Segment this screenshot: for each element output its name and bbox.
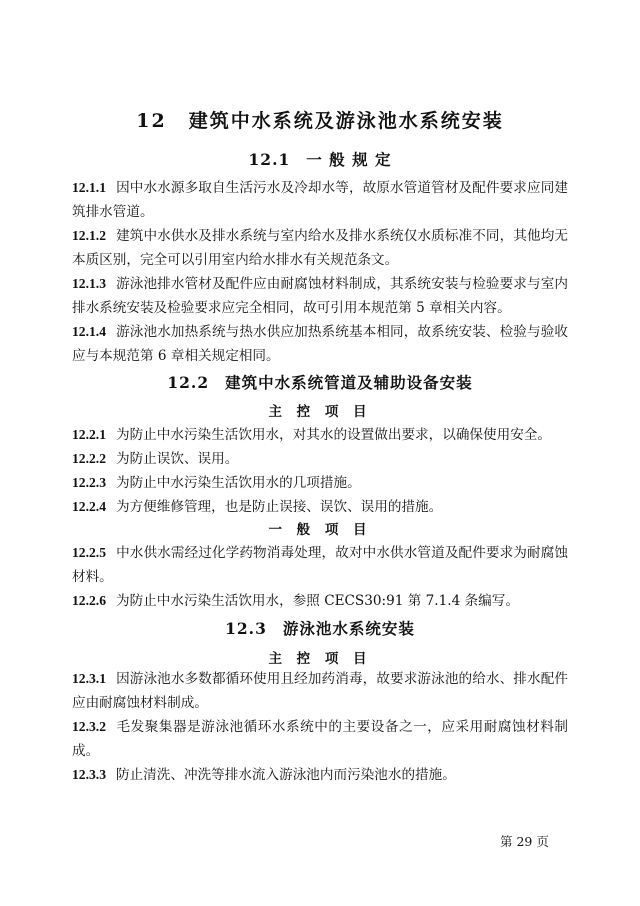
clause-number: 12.1.2: [72, 228, 106, 243]
clause-number: 12.3.2: [72, 719, 106, 734]
clause-text: 为防止中水污染生活饮用水，参照 CECS30:91 第 7.1.4 条编写。: [115, 593, 519, 609]
section-title-text: 建筑中水系统管道及辅助设备安装: [225, 373, 473, 392]
clause-12-1-4: [72, 320, 568, 368]
page-number: 第 29 页: [500, 834, 549, 849]
clause-number: 12.3.1: [72, 671, 106, 686]
subheading-main-items: 主 控 项 目: [268, 404, 372, 420]
clause-text: 游泳池水加热系统与热水供应加热系统基本相同，故系统安装、检验与验收应与本规范第 6 章相关规定相同。: [72, 324, 568, 364]
clause-12-2-2: [72, 447, 568, 471]
subheading-main-items-2: 主 控 项 目: [268, 651, 372, 667]
section-number: 12.3: [225, 619, 267, 638]
clause-number: 12.1.1: [72, 180, 106, 195]
clause-text: 因游泳池水多数都循环使用且经加药消毒，故要求游泳池的给水、排水配件应由耐腐蚀材料制成。: [72, 671, 568, 711]
section-12-3-title: [0, 617, 640, 639]
section-12-2-title: [0, 371, 640, 393]
section-number: 12.2: [167, 373, 210, 392]
clause-12-1-3: [72, 272, 568, 320]
clause-number: 12.2.3: [72, 475, 106, 490]
clause-12-2-3: [72, 471, 568, 495]
clause-12-3-3: [72, 763, 568, 787]
chapter-title: [0, 106, 640, 133]
clause-12-1-2: [72, 224, 568, 272]
clause-number: 12.1.3: [72, 276, 106, 291]
clause-text: 为防止误饮、误用。: [115, 451, 239, 467]
clause-12-3-2: [72, 715, 568, 763]
clause-12-2-4: [72, 495, 568, 519]
clause-text: 毛发聚集器是游泳池循环水系统中的主要设备之一，应采用耐腐蚀材料制成。: [72, 719, 568, 759]
clause-12-2-5: [72, 541, 568, 589]
clause-number: 12.2.6: [72, 593, 106, 608]
clause-text: 防止清洗、冲洗等排水流入游泳池内而污染池水的措施。: [115, 767, 456, 783]
clause-text: 为方便维修管理，也是防止误接、误饮、误用的措施。: [115, 499, 443, 515]
clause-12-3-1: [72, 667, 568, 715]
clause-number: 12.2.5: [72, 545, 106, 560]
clause-number: 12.2.2: [72, 451, 106, 466]
clause-text: 建筑中水供水及排水系统与室内给水及排水系统仅水质标准不同，其他均无本质区别，完全可以引用室内给水排水有关规范条文。: [72, 228, 568, 268]
section-number: 12.1: [248, 150, 291, 169]
clause-number: 12.2.4: [72, 499, 106, 514]
clause-12-2-6: [72, 589, 568, 613]
clause-text: 为防止中水污染生活饮用水，对其水的设置做出要求，以确保使用安全。: [115, 427, 551, 443]
chapter-number: 12: [136, 110, 167, 132]
clause-12-2-1: [72, 423, 568, 447]
clause-text: 中水供水需经过化学药物消毒处理，故对中水供水管道及配件要求为耐腐蚀材料。: [72, 545, 568, 585]
section-title-text: 游泳池水系统安装: [282, 619, 415, 638]
clause-text: 游泳池排水管材及配件应由耐腐蚀材料制成，其系统安装与检验要求与室内排水系统安装及检验要求应完全相同，故可引用本规范第 5 章相关内容。: [72, 276, 568, 316]
clause-number: 12.1.4: [72, 324, 106, 339]
chapter-title-text: 建筑中水系统及游泳池水系统安装: [188, 110, 504, 132]
clause-number: 12.3.3: [72, 767, 106, 782]
clause-text: 为防止中水污染生活饮用水的几项措施。: [115, 475, 361, 491]
clause-12-1-1: [72, 176, 568, 224]
section-title-text: 一 般 规 定: [306, 150, 392, 169]
clause-text: 因中水水源多取自生活污水及冷却水等，故原水管道管材及配件要求应同建筑排水管道。: [72, 180, 568, 220]
clause-number: 12.2.1: [72, 427, 106, 442]
section-12-1-title: [0, 148, 640, 170]
subheading-general-items: 一 般 项 目: [268, 522, 372, 538]
